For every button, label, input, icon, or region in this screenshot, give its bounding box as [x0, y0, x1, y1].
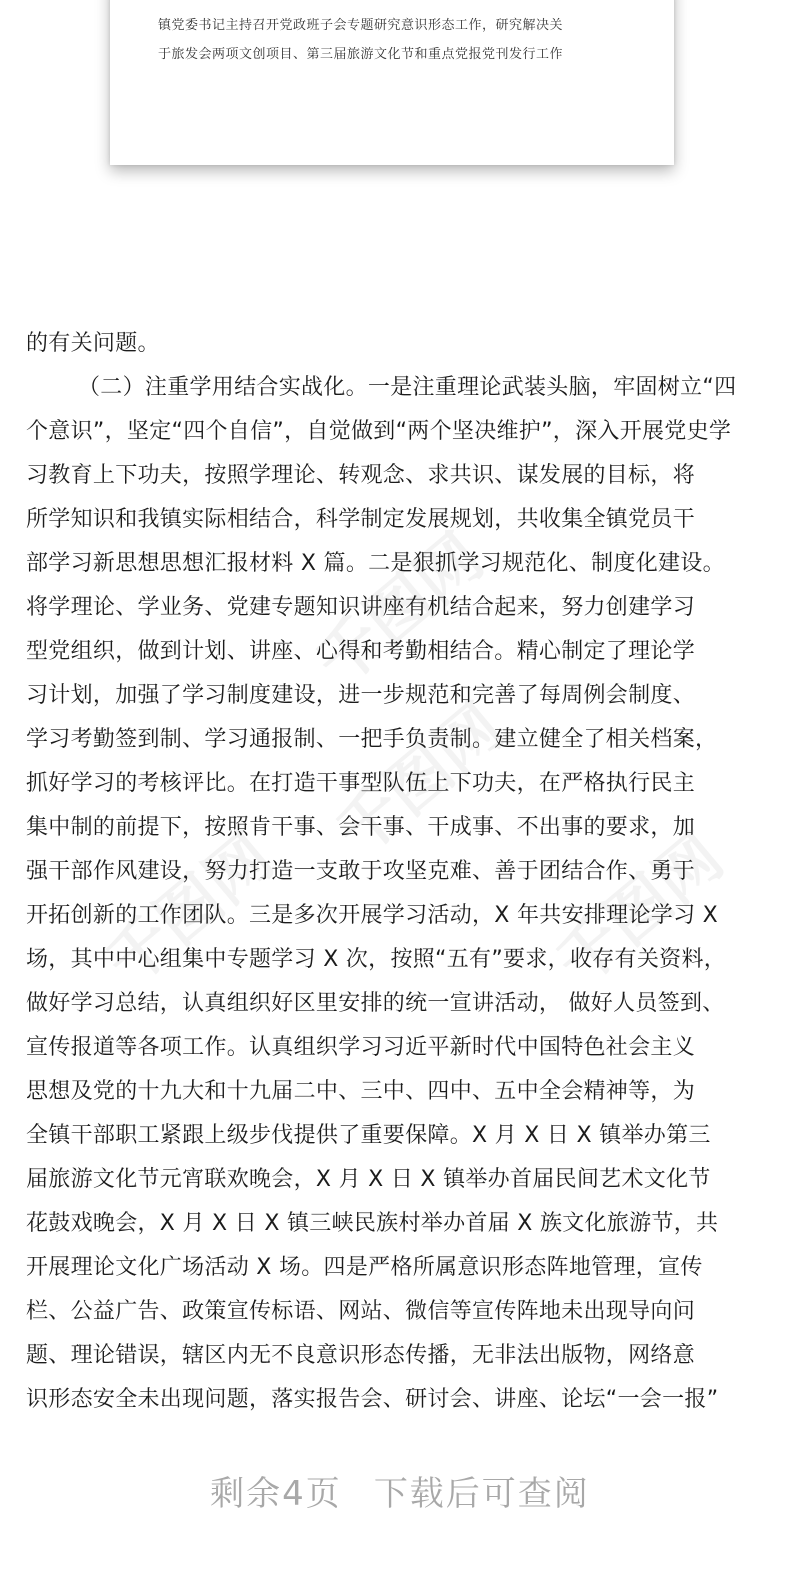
body-line: 识形态安全未出现问题，落实报告会、研讨会、讲座、论坛“一会一报”: [26, 1387, 719, 1412]
watermark: 千图网: [322, 690, 518, 871]
body-line: 集中制的前提下，按照肯干事、会干事、干成事、不出事的要求，加: [26, 815, 696, 840]
body-line: 思想及党的十九大和十九届二中、三中、四中、五中全会精神等，为: [26, 1079, 696, 1104]
body-line: 开拓创新的工作团队。三是多次开展学习活动，X 年共安排理论学习 X: [26, 903, 719, 928]
body-line: 全镇干部职工紧跟上级步伐提供了重要保障。X 月 X 日 X 镇举办第三: [26, 1123, 711, 1148]
body-line: 做好学习总结，认真组织好区里安排的统一宣讲活动， 做好人员签到、: [26, 991, 725, 1016]
body-line: 学习考勤签到制、学习通报制、一把手负责制。建立健全了相关档案，: [26, 727, 718, 752]
body-line: 届旅游文化节元宵联欢晚会，X 月 X 日 X 镇举办首届民间艺术文化节: [26, 1167, 711, 1192]
watermark: 千图网: [542, 820, 738, 1001]
document-preview-card: [110, 0, 674, 165]
body-line: 强干部作风建设，努力打造一支敢于攻坚克难、善于团结合作、勇于: [26, 859, 696, 884]
preview-line-1: 镇党委书记主持召开党政班子会专题研究意识形态工作，研究解决关: [158, 18, 564, 33]
download-to-view-banner[interactable]: [0, 1466, 800, 1515]
body-line: 栏、公益广告、政策宣传标语、网站、微信等宣传阵地未出现导向问: [26, 1299, 696, 1324]
body-line: 花鼓戏晚会，X 月 X 日 X 镇三峡民族村举办首届 X 族文化旅游节，共: [26, 1211, 719, 1236]
body-line: 开展理论文化广场活动 X 场。四是严格所属意识形态阵地管理，宣传: [26, 1255, 703, 1280]
document-body: [26, 322, 766, 1422]
body-line: 所学知识和我镇实际相结合，科学制定发展规划，共收集全镇党员干: [26, 507, 696, 532]
body-line: 宣传报道等各项工作。认真组织学习习近平新时代中国特色社会主义: [26, 1035, 696, 1060]
watermark: 千图网: [302, 520, 498, 701]
watermark: 千图网: [92, 820, 288, 1001]
preview-cut-line: [158, 0, 638, 7]
download-hint-label: 下载后可查阅: [373, 1474, 590, 1514]
body-line: 部学习新思想思想汇报材料 X 篇。二是狠抓学习规范化、制度化建设。: [26, 551, 725, 576]
body-line: 习计划，加强了学习制度建设，进一步规范和完善了每周例会制度、: [26, 683, 696, 708]
body-line: 场，其中中心组集中专题学习 X 次，按照“五有”要求，收存有关资料，: [26, 947, 727, 972]
body-line: 题、理论错误，辖区内无不良意识形态传播，无非法出版物，网络意: [26, 1343, 696, 1368]
remaining-pages-label: 剩余4页: [210, 1474, 342, 1514]
body-line: 个意识”，坚定“四个自信”，自觉做到“两个坚决维护”，深入开展党史学: [26, 419, 732, 444]
body-line: 将学理论、学业务、党建专题知识讲座有机结合起来，努力创建学习: [26, 595, 696, 620]
body-line: 抓好学习的考核评比。在打造干事型队伍上下功夫，在严格执行民主: [26, 771, 696, 796]
body-line: 的有关问题。: [26, 331, 160, 356]
body-line: （二）注重学用结合实战化。一是注重理论武装头脑，牢固树立“四: [78, 375, 737, 400]
body-line: 习教育上下功夫，按照学理论、转观念、求共识、谋发展的目标，将: [26, 463, 696, 488]
body-line: 型党组织，做到计划、讲座、心得和考勤相结合。精心制定了理论学: [26, 639, 696, 664]
preview-line-2: 于旅发会两项文创项目、第三届旅游文化节和重点党报党刊发行工作: [158, 47, 564, 62]
